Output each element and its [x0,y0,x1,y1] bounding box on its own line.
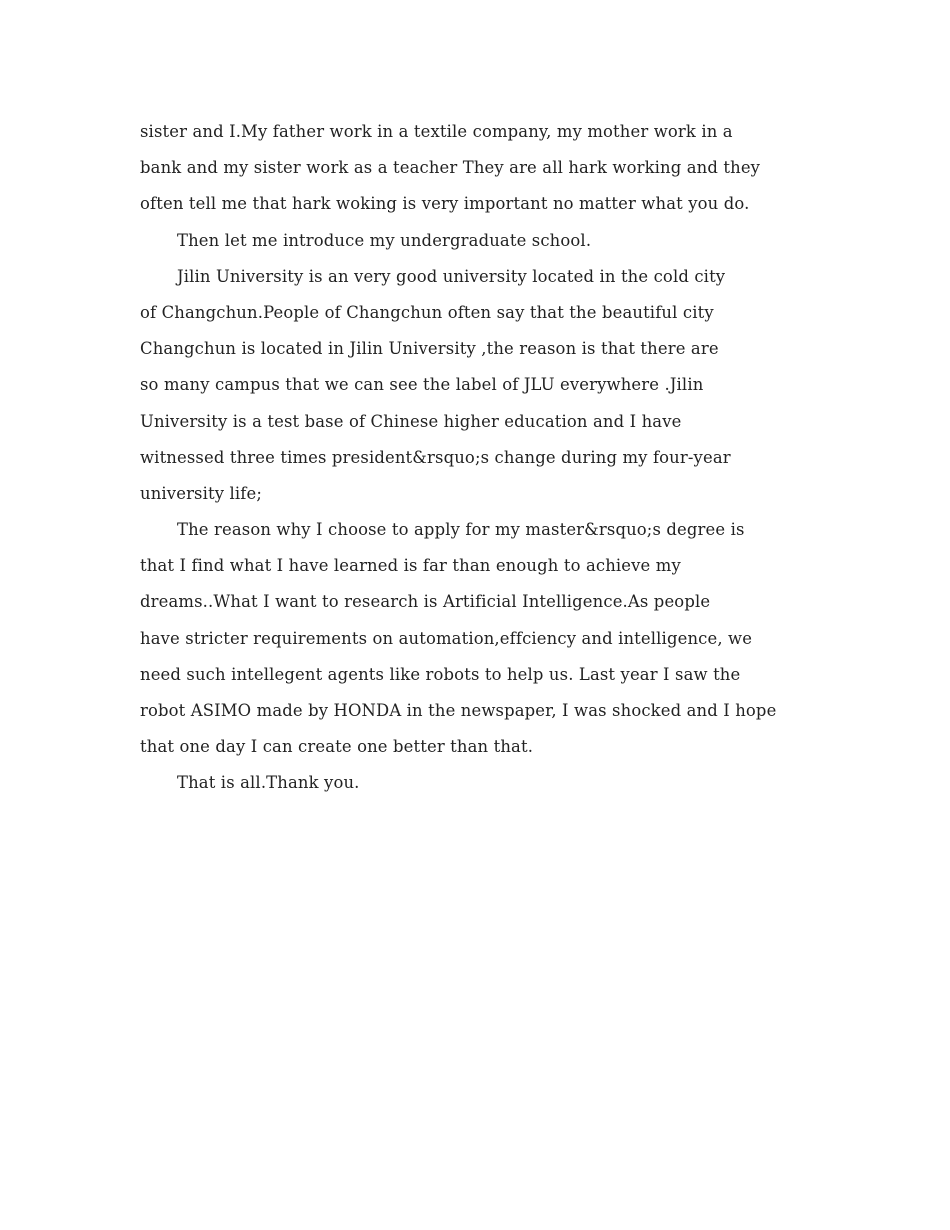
paragraph-first-line: That is all.Thank you. [177,773,360,793]
text-line: need such intellegent agents like robots to help us. Last year I saw the [140,664,741,684]
text-line: university life; [140,483,263,503]
text-line: that one day I can create one better than that. [140,737,534,757]
text-line: so many campus that we can see the label of JLU everywhere .Jilin [140,375,704,395]
paragraph-first-line: Jilin University is an very good university located in the cold city [177,266,726,286]
text-line: Changchun is located in Jilin University ,the reason is that there are [140,339,719,359]
text-line: of Changchun.People of Changchun often say that the beautiful city [140,302,714,322]
text-line: robot ASIMO made by HONDA in the newspaper, I was shocked and I hope [140,701,777,720]
text-line: have stricter requirements on automation,effciency and intelligence, we [140,628,753,648]
body-text [140,114,830,802]
text-line: witnessed three times president&rsquo;s change during my four-year [140,447,731,467]
text-line: often tell me that hark woking is very important no matter what you do. [140,194,750,214]
text-line: bank and my sister work as a teacher They are all hark working and they [140,158,761,178]
text-line: University is a test base of Chinese higher education and I have [140,411,682,431]
text-line: that I find what I have learned is far than enough to achieve my [140,556,681,576]
text-line: sister and I.My father work in a textile company, my mother work in a [140,122,733,141]
paragraph-first-line: The reason why I choose to apply for my master&rsquo;s degree is [177,520,745,540]
text-line: dreams..What I want to research is Artificial Intelligence.As people [140,592,711,612]
paragraph-first-line: Then let me introduce my undergraduate school. [177,230,592,250]
